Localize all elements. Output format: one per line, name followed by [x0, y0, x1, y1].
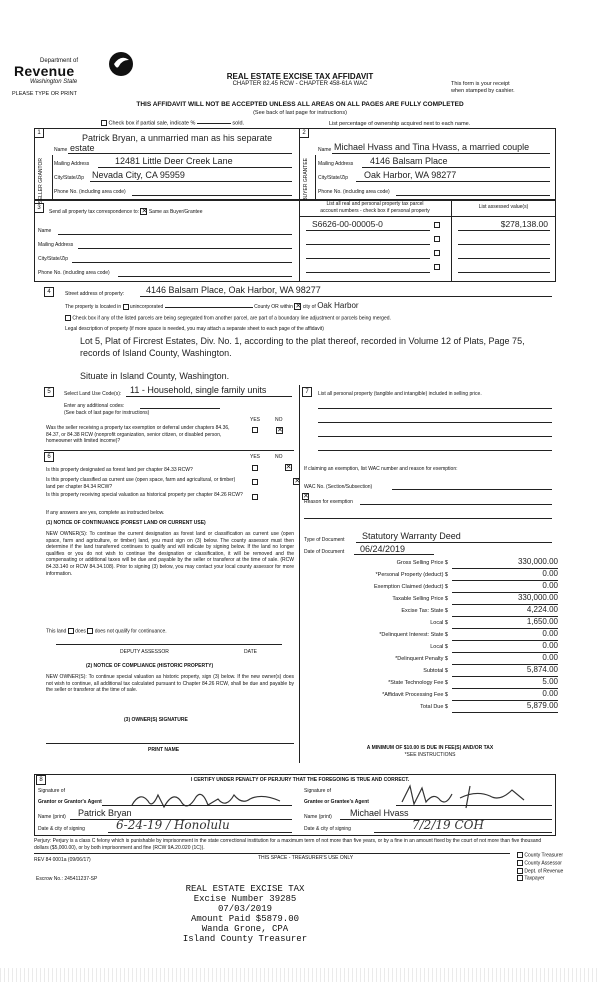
grantor-name-1: Patrick Bryan, a unmarried man as his separate — [82, 133, 273, 143]
fee-label: Excise Tax: State $ — [401, 608, 448, 614]
copy-item-dor: Dept. of Revenue — [517, 868, 563, 876]
stamp-line-1: REAL ESTATE EXCISE TAX — [185, 884, 305, 894]
fee-label: Total Due $ — [420, 704, 448, 710]
exemption-yes-checkbox[interactable] — [252, 427, 258, 433]
fee-value: 330,000.00 — [517, 557, 558, 566]
street-address-label: Street address of property: — [65, 291, 125, 297]
exemption-question: Was the seller receiving a property tax exemption or deferral under chapters 84.36, 84.37, or 84.38 RCW (nonprofit organization, senior citizen, or disabled person, homeowner with limited income)? — [46, 425, 230, 444]
sec6-yes-header: YES — [250, 454, 261, 460]
notice-compliance-text: NEW OWNER(S): To continue special valuation as historic property, sign (3) below. If the new owner(s) does not wish to continue, all additional tax calculated pursuant to Chapter 84.26 RCW, shall be due and payable by the seller or transferor at the time of sale. — [46, 674, 294, 694]
partial-sale-checkbox[interactable] — [101, 120, 107, 126]
land-use-code: 11 - Household, single family units — [130, 385, 267, 395]
sec3-mailing-label: Mailing Address — [38, 242, 74, 248]
historic-question: Is this property receiving special valuation as historical property per chapter 84.26 RCW? — [46, 492, 243, 498]
grantor-city-label: City/State/Zip — [54, 175, 85, 181]
stamp-line-4: Amount Paid $5879.00 — [190, 914, 300, 924]
fee-label: *Personal Property (deduct) $ — [375, 572, 448, 578]
unincorporated-label: unincorporated — [129, 304, 164, 310]
grantee-print-name: Michael Hvass — [350, 808, 409, 818]
see-instructions: *SEE INSTRUCTIONS — [404, 752, 456, 758]
fee-label: Local $ — [430, 620, 448, 626]
grantee-sig-of-label: Signature of — [304, 788, 331, 794]
parcel-header-1: List all real and personal property tax parcel — [326, 201, 424, 207]
sec3-city-label: City/State/Zip — [38, 256, 69, 262]
section-8-number: 8 — [36, 775, 46, 785]
fee-value: 0.00 — [542, 689, 558, 698]
fee-row — [318, 665, 558, 677]
section-1-number: 1 — [34, 128, 44, 138]
grantor-name-label: Name — [54, 147, 68, 153]
fee-label: *Affidavit Processing Fee $ — [382, 692, 448, 698]
property-city: Oak Harbor — [317, 301, 359, 310]
grantor-name-print-label: Name (print) — [38, 814, 66, 820]
grantee-mailing-label: Mailing Address — [318, 161, 354, 167]
personal-property-checkbox-1[interactable] — [434, 222, 440, 228]
personal-property-checkbox-2[interactable] — [434, 236, 440, 242]
deputy-assessor-label: DEPUTY ASSESSOR — [120, 649, 169, 655]
dor-logo — [12, 46, 137, 94]
legal-description-1: Lot 5, Plat of Fircrest Estates, Div. No. 1, according to the plat thereof, recorded in Volume 12 of Plats, Page 75, — [80, 336, 525, 346]
personal-property-checkbox-3[interactable] — [434, 250, 440, 256]
land-does-not-checkbox[interactable] — [87, 628, 93, 634]
stamp-line-2: Excise Number 39285 — [193, 894, 297, 904]
segregated-row — [65, 315, 391, 321]
parcel-header-2: account numbers - check box if personal property — [320, 208, 430, 214]
grantee-mailing: 4146 Balsam Place — [370, 156, 448, 166]
fee-row — [318, 605, 558, 617]
forest-land-question: Is this property designated as forest land per chapter 84.33 RCW? — [46, 467, 193, 473]
perjury-text: Perjury: Perjury is a class C felony which is punishable by imprisonment in the state correctional institution for a maximum term of not more than five years, or by a fine in an amount fixed by the court of not more than five thousand dollars ($5,000.00), or by both imprisonment and fine (RCW 9A.20.020 (1C)). — [34, 838, 542, 851]
minimum-note: A MINIMUM OF $10.00 IS DUE IN FEE(S) AND/OR TAX — [366, 745, 494, 751]
reason-label: Reason for exemption — [304, 499, 353, 505]
stamp-line-5: Wanda Grone, CPA — [201, 924, 289, 934]
treasurer-stamp — [140, 884, 350, 944]
doc-type: Statutory Warranty Deed — [362, 531, 461, 541]
form-chapter: CHAPTER 82.45 RCW - CHAPTER 458-61A WAC — [232, 81, 368, 87]
fee-label: *Delinquent Penalty $ — [395, 656, 448, 662]
revenue-swirl-icon — [107, 50, 135, 78]
certify-text: I CERTIFY UNDER PENALTY OF PERJURY THAT THE FOREGOING IS TRUE AND CORRECT. — [190, 777, 410, 783]
fee-label: Exemption Claimed (deduct) $ — [374, 584, 448, 590]
send-correspondence-label: Send all property tax correspondence to: — [49, 208, 140, 215]
exemption-claim-label: If claiming an exemption, list WAC number and reason for exemption: — [304, 466, 458, 472]
scan-edge — [0, 968, 600, 982]
fee-value: 5,879.00 — [526, 701, 558, 710]
notice-continuance-title: (1) NOTICE OF CONTINUANCE (FOREST LAND OR CURRENT USE) — [46, 520, 206, 526]
fee-row — [318, 581, 558, 593]
deputy-date-label: DATE — [244, 649, 257, 655]
fee-row — [318, 557, 558, 569]
grantee-date-city: 7/2/19 COH — [412, 818, 484, 832]
grantor-city: Nevada City, CA 95959 — [92, 170, 185, 180]
buyer-side-label: BUYER GRANTEE — [303, 158, 309, 201]
section-4-number: 4 — [44, 287, 54, 297]
grantor-name-2: estate — [70, 143, 95, 153]
fee-label: Taxable Selling Price $ — [392, 596, 448, 602]
personal-property-checkbox-4[interactable] — [434, 264, 440, 270]
wac-label: WAC No. (Section/Subsection) — [304, 484, 373, 490]
sold-label: sold. — [232, 120, 245, 127]
doc-date: 06/24/2019 — [360, 544, 406, 554]
fee-value: 1,650.00 — [526, 617, 558, 626]
located-row — [65, 301, 485, 310]
additional-codes-note: (See back of last page for instructions) — [64, 410, 150, 416]
assessed-header: List assessed value(s) — [478, 204, 529, 210]
dept-of-text: Department of — [40, 58, 79, 64]
current-use-question: Is this property classified as current use (open space, farm and agricultural, or timber) land per chapter 84.34 RCW? — [46, 477, 236, 490]
sec3-phone-label: Phone No. (including area code) — [38, 270, 110, 276]
grantor-date-city: 6-24-19 / Honolulu — [116, 818, 230, 832]
legal-description-2: records of Island County, Washington. — [80, 348, 232, 358]
escrow-row — [36, 876, 97, 882]
please-type: PLEASE TYPE OR PRINT — [12, 91, 78, 97]
grantee-date-city-label: Date & city of signing — [304, 826, 351, 832]
grantee-name-label: Name — [318, 147, 332, 153]
land-does-checkbox[interactable] — [68, 628, 74, 634]
grantee-agent-label: Grantee or Grantee's Agent — [304, 799, 369, 805]
copy-distribution — [517, 852, 563, 883]
fee-value: 0.00 — [542, 641, 558, 650]
forest-yes-checkbox[interactable] — [252, 465, 258, 471]
same-as-buyer-label: Same as Buyer/Grantee — [148, 208, 203, 215]
fee-row — [318, 629, 558, 641]
rev-number: REV 84 0001a (09/06/17) — [34, 857, 91, 863]
fee-row — [318, 617, 558, 629]
fee-label: *State Technology Fee $ — [388, 680, 448, 686]
fee-value: 0.00 — [542, 581, 558, 590]
treasurer-only: THIS SPACE - TREASURER'S USE ONLY — [258, 855, 354, 861]
land-qualify-row — [46, 628, 167, 634]
fee-label: Gross Selling Price $ — [396, 560, 448, 566]
sec5-yes-header: YES — [250, 417, 261, 423]
does-not-label: does not qualify for continuance. — [94, 628, 167, 635]
section-7-number: 7 — [302, 387, 312, 397]
grantor-phone-label: Phone No. (including area code) — [54, 189, 126, 195]
escrow-label: Escrow No.: — [36, 876, 63, 882]
grantee-signature — [400, 782, 530, 812]
warning-text: THIS AFFIDAVIT WILL NOT BE ACCEPTED UNLESS ALL AREAS ON ALL PAGES ARE FULLY COMPLETED — [136, 101, 464, 108]
partial-sale-label: Check box if partial sale, indicate % — [108, 120, 196, 127]
partial-sale-row — [101, 120, 244, 126]
exemption-no-checkbox[interactable] — [276, 427, 283, 434]
section-2-number: 2 — [299, 128, 309, 138]
fee-row — [318, 689, 558, 701]
grantee-city: Oak Harbor, WA 98277 — [364, 170, 457, 180]
same-as-buyer-checkbox[interactable] — [140, 208, 147, 215]
seller-side-label: SELLER GRANTOR — [38, 158, 44, 204]
revenue-text: Revenue — [14, 63, 75, 79]
legal-description-label: Legal description of property (if more space is needed, you may attach a separate sheet to each page of the affidavit) — [65, 326, 324, 332]
fee-label: *Delinquent Interest: State $ — [379, 632, 448, 638]
send-correspondence-row — [49, 208, 202, 215]
assessed-value: $278,138.00 — [500, 219, 548, 229]
city-of-label: city of — [302, 304, 316, 310]
section-5-number: 5 — [44, 387, 54, 397]
fee-value: 330,000.00 — [517, 593, 558, 602]
fee-value: 4,224.00 — [526, 605, 558, 614]
grantor-print-name: Patrick Bryan — [78, 808, 132, 818]
street-address: 4146 Balsam Place, Oak Harbor, WA 98277 — [146, 285, 321, 295]
stamp-line-6: Island County Treasurer — [182, 934, 308, 944]
historic-yes-checkbox[interactable] — [252, 494, 258, 500]
fee-value: 5,874.00 — [526, 665, 558, 674]
fee-value: 0.00 — [542, 653, 558, 662]
grantee-city-label: City/State/Zip — [318, 175, 349, 181]
form-title: REAL ESTATE EXCISE TAX AFFIDAVIT — [226, 72, 374, 81]
grantor-date-city-label: Date & city of signing — [38, 826, 85, 832]
sec5-no-header: NO — [275, 417, 283, 423]
land-does-label: This land — [46, 628, 67, 635]
grantee-name: Michael Hvass and Tina Hvass, a married couple — [334, 142, 530, 152]
land-use-label: Select Land Use Code(s): — [64, 391, 122, 397]
section-3-number: 3 — [34, 203, 44, 213]
fee-value: 0.00 — [542, 629, 558, 638]
city-of-checkbox[interactable] — [294, 303, 301, 310]
doc-type-label: Type of Document — [304, 537, 345, 543]
fee-label: Subtotal $ — [423, 668, 448, 674]
sec6-no-header: NO — [275, 454, 283, 460]
fee-row — [318, 677, 558, 689]
unincorporated-checkbox[interactable] — [123, 304, 129, 310]
fee-row — [318, 641, 558, 653]
if-yes-note: If any answers are yes, complete as instructed below. — [46, 510, 165, 516]
sec3-name-label: Name — [38, 228, 52, 234]
fee-value: 5.00 — [542, 677, 558, 686]
notice-compliance-title: (2) NOTICE OF COMPLIANCE (HISTORIC PROPERTY) — [86, 663, 214, 669]
grantor-sig-of-label: Signature of — [38, 788, 65, 794]
owner-signature-label: (3) OWNER(S) SIGNATURE — [124, 717, 188, 723]
segregated-label: Check box if any of the listed parcels are being segregated from another parcel, are part of a boundary line adjustment or parcels being merged. — [72, 315, 391, 322]
grantor-signature-scribble-icon — [130, 787, 290, 813]
notice-continuance-text: NEW OWNER(S): To continue the current designation as forest land or classification as current use (open space, farm and agriculture, or timber) land, you must sign on (3) below. The county assessor must then determine if the land transferred continues to qualify and will indicate by signing below. If the land no longer qualifies or you do not wish to continue the designation or classification, it will be removed and the compensating or additional taxes will be due and payable by the seller or transferor at the time of sale. (RCW 84.33.140 or RCW 84.34.108). Prior to signing (3) below, you may contact your local county assessor for more information. — [46, 531, 294, 577]
see-back-text: (See back of last page for instructions) — [253, 110, 347, 116]
receipt-note-1: This form is your receipt — [451, 81, 510, 87]
segregated-checkbox[interactable] — [65, 315, 71, 321]
fee-value: 0.00 — [542, 569, 558, 578]
fee-row — [318, 701, 558, 713]
fee-row — [318, 593, 558, 605]
parcel-number: S6626-00-00005-0 — [312, 219, 383, 229]
personal-property-label: List all personal property (tangible and intangible) included in selling price. — [318, 391, 482, 397]
grantor-signature — [130, 787, 290, 817]
copy-item-assessor: County Assessor — [517, 860, 563, 868]
grantor-mailing: 12481 Little Deer Creek Lane — [115, 156, 233, 166]
doc-date-label: Date of Document — [304, 549, 345, 555]
legal-description-3: Situate in Island County, Washington. — [80, 371, 230, 381]
ownership-note: List percentage of ownership acquired next to each name. — [329, 121, 471, 127]
section-6-number: 6 — [44, 452, 54, 462]
additional-codes-label: Enter any additional codes: — [64, 403, 125, 409]
located-label: The property is located in — [65, 304, 122, 310]
copy-item-taxpayer: Taxpayer — [517, 875, 563, 883]
fee-row — [318, 653, 558, 665]
grantee-name-print-label: Name (print) — [304, 814, 332, 820]
forest-no-checkbox[interactable] — [285, 464, 292, 471]
current-use-yes-checkbox[interactable] — [252, 479, 258, 485]
escrow-number: 245411237-SP — [64, 876, 98, 882]
copy-item-treasurer: County Treasurer — [517, 852, 563, 860]
fee-label: Local $ — [430, 644, 448, 650]
print-name-label: PRINT NAME — [148, 747, 180, 753]
washington-state-text: Washington State — [30, 79, 78, 85]
grantee-phone-label: Phone No. (including area code) — [318, 189, 390, 195]
grantor-mailing-label: Mailing Address — [54, 161, 90, 167]
grantor-agent-label: Grantor or Grantor's Agent — [38, 799, 102, 805]
receipt-note-2: when stamped by cashier. — [451, 88, 515, 94]
stamp-line-3: 07/03/2019 — [217, 904, 272, 914]
fee-row — [318, 569, 558, 581]
county-label: County OR within — [254, 304, 293, 310]
does-label: does — [75, 628, 86, 635]
